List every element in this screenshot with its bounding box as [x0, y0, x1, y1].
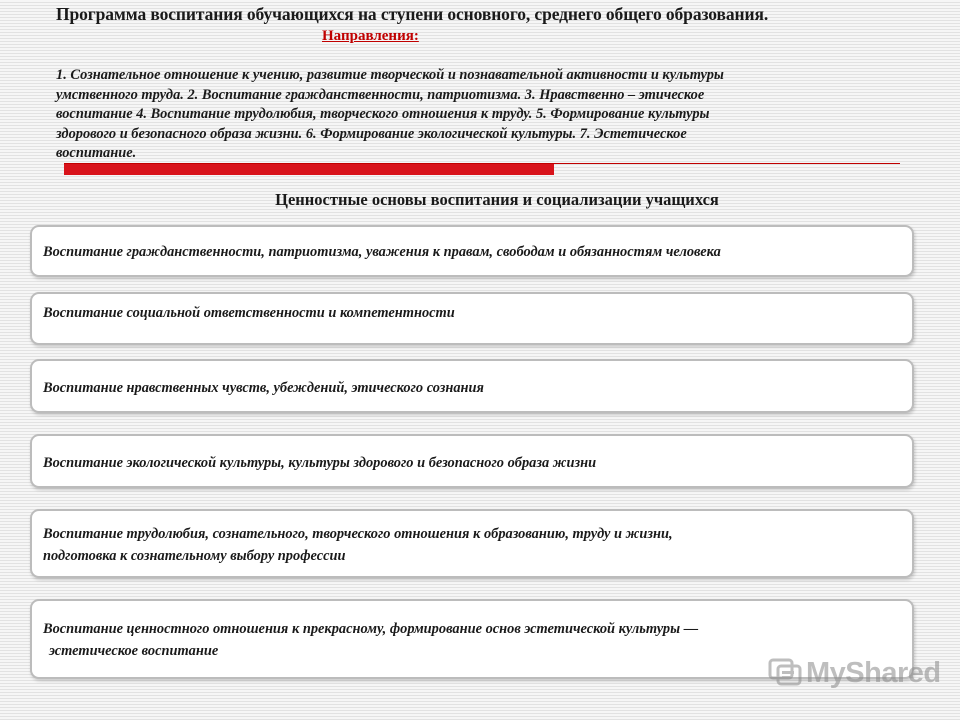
- values-title: Ценностные основы воспитания и социализации учащихся: [275, 190, 719, 209]
- page-title: Программа воспитания обучающихся на ступени основного, среднего общего образования.: [56, 4, 769, 24]
- myshared-logo-icon: [768, 656, 802, 691]
- value-box-text: Воспитание нравственных чувств, убеждений, этического сознания: [43, 380, 484, 396]
- directions-line: умственного труда. 2. Воспитание гражданственности, патриотизма. 3. Нравственно – этическое: [56, 86, 705, 103]
- watermark: [768, 656, 941, 691]
- watermark-text: MyShared: [806, 657, 941, 689]
- value-box-diligence: [30, 509, 914, 578]
- value-box-text: эстетическое воспитание: [49, 643, 219, 659]
- value-box-ecological-culture: [30, 434, 914, 488]
- value-box-text: Воспитание ценностного отношения к прекрасному, формирование основ эстетической культуры —: [43, 621, 699, 637]
- directions-line: воспитание 4. Воспитание трудолюбия, творческого отношения к труду. 5. Формирование культуры: [56, 106, 710, 122]
- directions-heading: Направления:: [322, 28, 419, 44]
- value-box-text: Воспитание трудолюбия, сознательного, творческого отношения к образованию, труду и жизни,: [43, 526, 673, 542]
- value-box-text: Воспитание социальной ответственности и компетентности: [43, 305, 455, 321]
- directions-line: 1. Сознательное отношение к учению, развитие творческой и познавательной активности и культуры: [56, 67, 724, 83]
- divider-thick-red: [64, 164, 554, 175]
- value-box-citizenship: [30, 225, 914, 277]
- directions-list: [56, 66, 936, 164]
- value-box-moral-feelings: [30, 359, 914, 413]
- value-box-social-responsibility: [30, 292, 914, 345]
- directions-line: здорового и безопасного образа жизни. 6. Формирование экологической культуры. 7. Эстетическое: [56, 125, 687, 142]
- value-box-text: Воспитание гражданственности, патриотизма, уважения к правам, свободам и обязанностям человека: [43, 244, 721, 260]
- value-box-text: Воспитание экологической культуры, культуры здорового и безопасного образа жизни: [43, 455, 597, 471]
- directions-line: воспитание.: [56, 145, 137, 161]
- value-box-text: подготовка к сознательному выбору профессии: [43, 548, 346, 564]
